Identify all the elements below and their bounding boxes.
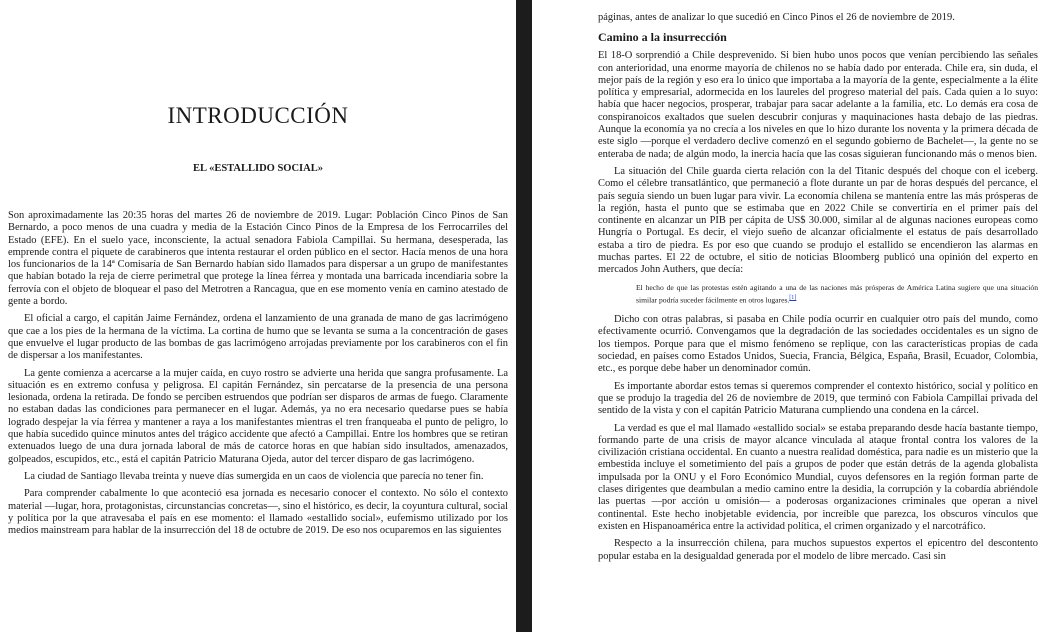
paragraph: Dicho con otras palabras, si pasaba en Chile podía ocurrir en cualquier otro país del mundo, como efectivamente ocurrió. Convengamos que la degradación de las sociedades occidentales es un signo de los tiempos. Porque para que el mismo fenómeno se replique, con las características propias de cada sociedad, en países como Estados Unidos, Suecia, Francia, Bélgica, España, Brasil, Ecuador, Colombia, etc., es porque debe haber un denominador común.	[598, 314, 1038, 375]
blockquote	[636, 282, 1038, 307]
paragraph-continuation: páginas, antes de analizar lo que sucedió en Cinco Pinos el 26 de noviembre de 2019.	[598, 12, 955, 23]
quote-text: El hecho de que las protestas estén agitando a una de las naciones más prósperas de América Latina sugiere que una situación similar podría suceder fácilmente en otros lugares.	[636, 282, 1038, 305]
right-page-body	[598, 12, 1038, 563]
section-title: Camino a la insurrección	[598, 30, 727, 45]
paragraph: La gente comienza a acercarse a la mujer caída, en cuyo rostro se advierte una herida que sangra profusamente. La situación es en extremo confusa y peligrosa. El capitán Fernández, sin percatarse de la presencia de una persona lesionada, ordena la retirada. De fondo se perciben estruendos que podrían ser disparos de armas de fuego. Claramente no estaban dadas las condiciones para permanecer en el lugar. Además, ya no era necesario quedarse pues se había logrado despejar la vía férrea y mantener a raya a los manifestantes mientras el tren franqueaba el punto de peligro, lo que había sucedido quince minutos antes del trágico accidente que afectó a Campillai. Entre los hombres que se retiran extenuados luego de una dura jornada laboral de más de catorce horas en que habían sido insultados, amenazados, golpeados, escupidos, etc., está el capitán Patricio Maturana Ojeda, autor del tercer disparo de gas lacrimógeno.	[8, 367, 508, 465]
paragraph: Respecto a la insurrección chilena, para muchos supuestos expertos el epicentro del descontento popular estaba en la desigualdad generada por el modelo de libre mercado. Casi sin	[598, 538, 1038, 562]
left-page-body	[8, 210, 508, 537]
paragraph: El oficial a cargo, el capitán Jaime Fernández, ordena el lanzamiento de una granada de mano de gas lacrimógeno que cae a los pies de la hermana de la víctima. La cortina de humo que se levanta se suma a la concentración de gases que envuelve el lugar producto de las bombas de gas lacrimógeno arrojadas previamente por los carabineros con el fin de dispersar a los manifestantes.	[8, 313, 508, 362]
paragraph: Son aproximadamente las 20:35 horas del martes 26 de noviembre de 2019. Lugar: Población Cinco Pinos de San Bernardo, a poco menos de una cuadra y media de la Estación Cinco Pinos de la Empresa de los Ferrocarriles del Estado (EFE). En el suelo yace, inconsciente, la actual senadora Fabiola Campillai. Su hermana, desesperada, las emprende contra el piquete de carabineros que intenta restaurar el orden público en el sector. Hacía menos de una hora los funcionarios de la 14ª Comisaría de San Bernardo habían sido llamados para dispersar a un grupo de manifestantes que habían botado la reja de cierre perimetral que protege la línea férrea y montada una barricada incendiaria sobre la ferrovía con el objeto de bloquear el paso del Metrotren a Rancagua, que en ese momento venía en camino atestado de gente a bordo.	[8, 210, 508, 308]
right-page[interactable]	[532, 0, 1050, 632]
paragraph: La ciudad de Santiago llevaba treinta y nueve días sumergida en un caos de violencia que parecía no tener fin.	[24, 470, 484, 482]
paragraph: Para comprender cabalmente lo que aconteció esa jornada es necesario conocer el contexto. No sólo el contexto material —lugar, hora, protagonistas, circunstancias concretas—, sino el histórico, es decir, la coyuntura cultural, social y política por la que atravesaba el país en ese momento: el llamado «estallido social», eufemismo utilizado por los medios mainstream para hablar de la insurrección del 18 de octubre de 2019. De eso nos ocuparemos en las siguientes	[8, 488, 508, 537]
chapter-subtitle: EL «ESTALLIDO SOCIAL»	[193, 163, 323, 174]
paragraph: Es importante abordar estos temas si queremos comprender el contexto histórico, social y político en que se produjo la tragedia del 26 de noviembre de 2019, que terminó con Fabiola Campillai privada del sentido de la vista y con el capitán Patricio Maturana cumpliendo una condena en la cárcel.	[598, 380, 1038, 417]
paragraph: La situación del Chile guarda cierta relación con la del Titanic después del choque con el iceberg. Como el célebre transatlántico, que permaneció a flote durante un par de horas después del percance, el país seguía siendo un buen lugar para vivir. La economía chilena se mantenía entre las más prósperas de la región, hasta el punto que se estimaba que en 2022 Chile se convertiría en el primer país del continente en alcanzar un PIB per cápita de US$ 30.000, similar al de algunas naciones europeas como Hungría o Portugal. Es decir, el viejo sueño de alcanzar oficialmente el estatus de país desarrollado estaba a tiro de piedra. Es por eso que cuando se produjo el estallido se encendieron las alarmas en muchas partes. El 22 de octubre, el sitio de noticias Bloomberg publicó una opinión del experto en mercados John Authers, que decía:	[598, 165, 1038, 276]
left-page[interactable]	[0, 0, 516, 632]
paragraph: La verdad es que el mal llamado «estallido social» se estaba preparando desde hacía bastante tiempo, formando parte de una crisis de mayor alcance vinculada al ataque frontal contra los valores de la civilización cristiana occidental. En cuanto a nuestra realidad doméstica, para nadie es un misterio que la embestida incluye el sometimiento del país a grupos de poder que están detrás de la agenda globalista impulsada por la ONU y el Foro Económico Mundial, cuyos defensores en la región forman parte de clases dirigentes que deambulan a medio camino entre la desidia, la corrupción y la cobardía abriéndole las puertas —por acción u omisión— a poderosas organizaciones criminales que operan a nivel continental. Este hecho inobjetable evidencia, por increíble que parezca, los obscuros vínculos que existen en Hispanoamérica entre la actividad política, el crimen organizado y el narcotráfico.	[598, 422, 1038, 532]
chapter-title: INTRODUCCIÓN	[167, 103, 349, 128]
page-gutter	[516, 0, 532, 632]
footnote-link[interactable]: [1]	[789, 295, 797, 302]
paragraph: El 18-O sorprendió a Chile desprevenido. Si bien hubo unos pocos que venían percibiendo las señales con anterioridad, una enorme mayoría de chilenos no se había dado por enterada. Chile era, sin duda, el mejor país de la región y eso era lo único que importaba a la mayoría de la gente, especialmente a la élite política y empresarial, adormecida en los laureles del progreso material del país. Cada quien a lo suyo: había que hacer negocios, prosperar, trabajar para sacar adelante a la familia, etc. Lo demás era cosa de conspiranoicos exaltados que suelen descubrir conjuras y maquinaciones hasta debajo de las piedras. Aunque la economía ya no crecía a los niveles en que lo hizo durante los noventa y la primera década de este siglo —porque el verdadero declive comenzó en el segundo gobierno de Bachelet—, la gente no se enteraba de nada; de algún modo, la inercia hacía que las cosas siguieran funcionando más o menos bien.	[598, 50, 1038, 160]
